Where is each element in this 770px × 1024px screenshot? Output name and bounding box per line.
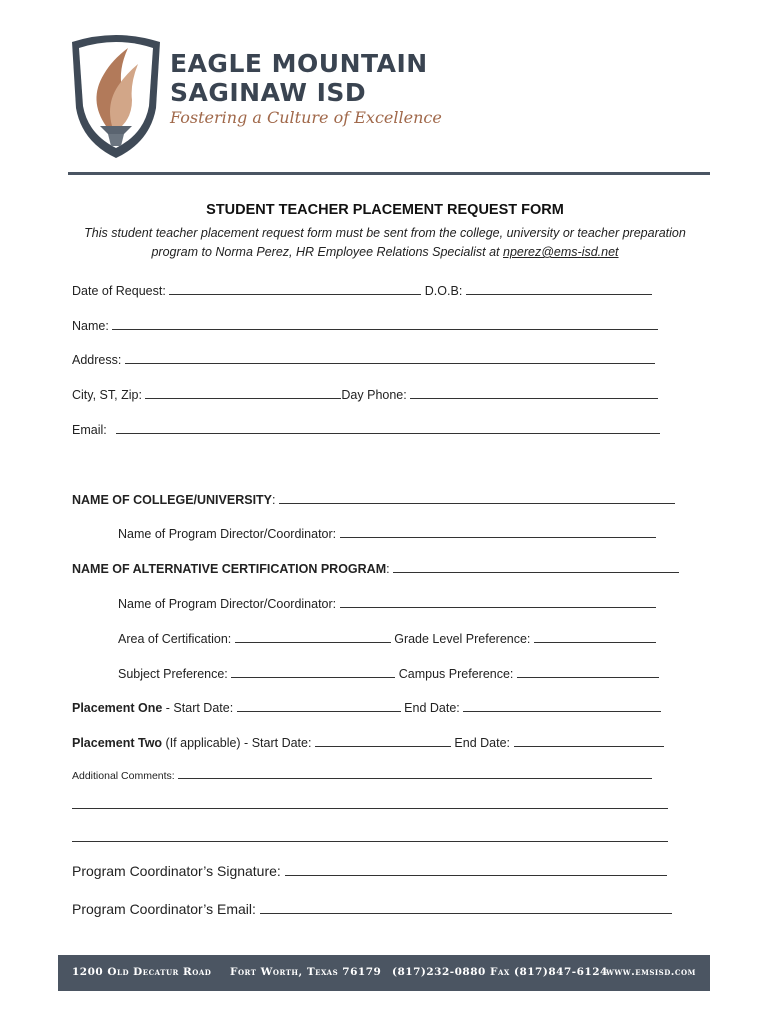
dob-label: D.O.B: xyxy=(424,284,463,298)
grade-level-label: Grade Level Preference: xyxy=(394,632,531,646)
footer-fax: Fax (817)847-6124 xyxy=(490,966,608,978)
org-name-line2: SAGINAW ISD xyxy=(170,78,367,107)
coord-email-row xyxy=(72,900,672,917)
day-phone-field[interactable] xyxy=(410,386,658,399)
date-dob-row xyxy=(72,282,652,298)
subject-campus-row xyxy=(118,665,659,681)
cert-grade-row xyxy=(118,630,656,646)
date-of-request-label: Date of Request: xyxy=(72,284,166,298)
college-row xyxy=(72,491,675,507)
subject-pref-field[interactable] xyxy=(231,665,395,678)
placement-two-start-label: (If applicable) - Start Date: xyxy=(162,736,312,750)
campus-pref-field[interactable] xyxy=(517,665,659,678)
additional-comments-field[interactable] xyxy=(178,768,652,779)
footer-address: 1200 Old Decatur Road xyxy=(72,966,212,978)
city-st-zip-field[interactable] xyxy=(145,386,341,399)
program-director-field-1[interactable] xyxy=(340,525,656,538)
comments-line-2[interactable] xyxy=(72,808,668,809)
intro-text-line1: This student teacher placement request form must be sent from the college, university or teacher preparation xyxy=(84,226,686,240)
coord-signature-label: Program Coordinator’s Signature: xyxy=(72,863,281,879)
alt-cert-colon: : xyxy=(386,562,390,576)
email-label: Email: xyxy=(72,423,107,437)
program-director-row-1 xyxy=(118,525,656,541)
placement-one-end-label: End Date: xyxy=(404,701,460,715)
alt-cert-label: NAME OF ALTERNATIVE CERTIFICATION PROGRAM xyxy=(72,562,387,576)
placement-one-label: Placement One xyxy=(72,701,163,715)
placement-two-row xyxy=(72,734,664,750)
address-field[interactable] xyxy=(125,351,655,364)
coord-email-field[interactable] xyxy=(260,900,672,914)
program-director-label-2: Name of Program Director/Coordinator: xyxy=(118,597,337,611)
placement-one-row xyxy=(72,699,661,715)
header-divider xyxy=(68,172,710,175)
college-label: NAME OF COLLEGE/UNIVERSITY xyxy=(72,493,273,507)
dob-field[interactable] xyxy=(466,282,652,295)
email-field[interactable] xyxy=(116,421,660,434)
coord-email-label: Program Coordinator’s Email: xyxy=(72,901,256,917)
additional-comments-row xyxy=(72,768,652,782)
placement-two-start-field[interactable] xyxy=(315,734,451,747)
placement-two-end-field[interactable] xyxy=(514,734,664,747)
placement-two-end-label: End Date: xyxy=(454,736,511,750)
footer-bar xyxy=(58,955,710,991)
intro-text-line2: program to Norma Perez, HR Employee Relations Specialist at xyxy=(151,245,500,259)
coord-signature-field[interactable] xyxy=(285,862,667,876)
date-of-request-field[interactable] xyxy=(169,282,421,295)
name-row xyxy=(72,317,658,333)
program-director-row-2 xyxy=(118,595,656,611)
coord-signature-row xyxy=(72,862,667,879)
form-intro xyxy=(60,224,710,262)
name-label: Name: xyxy=(72,319,109,333)
footer-phone: (817)232-0880 xyxy=(392,966,486,978)
placement-one-start-field[interactable] xyxy=(237,699,401,712)
address-label: Address: xyxy=(72,353,122,367)
alt-cert-field[interactable] xyxy=(393,560,679,573)
address-row xyxy=(72,351,655,367)
area-cert-field[interactable] xyxy=(235,630,391,643)
area-cert-label: Area of Certification: xyxy=(118,632,232,646)
org-name-line1: EAGLE MOUNTAIN xyxy=(170,49,428,78)
form-title: STUDENT TEACHER PLACEMENT REQUEST FORM xyxy=(206,202,564,218)
footer-city: Fort Worth, Texas 76179 xyxy=(230,966,382,978)
placement-one-end-field[interactable] xyxy=(463,699,661,712)
intro-email-link[interactable]: nperez@ems-isd.net xyxy=(503,245,619,259)
comments-line-3[interactable] xyxy=(72,841,668,842)
placement-one-start-label: - Start Date: xyxy=(162,701,234,715)
campus-pref-label: Campus Preference: xyxy=(398,667,514,681)
city-phone-row xyxy=(72,386,658,402)
college-field[interactable] xyxy=(279,491,675,504)
city-st-zip-label: City, ST, Zip: xyxy=(72,388,142,402)
name-field[interactable] xyxy=(112,317,658,330)
additional-comments-label: Additional Comments: xyxy=(72,770,175,782)
shield-torch-icon xyxy=(66,30,166,162)
grade-level-field[interactable] xyxy=(534,630,656,643)
placement-two-label: Placement Two xyxy=(72,736,163,750)
day-phone-label: Day Phone: xyxy=(341,388,407,402)
tagline: Fostering a Culture of Excellence xyxy=(170,108,442,127)
email-row xyxy=(72,421,660,437)
program-director-field-2[interactable] xyxy=(340,595,656,608)
college-colon: : xyxy=(272,493,276,507)
footer-website[interactable]: www.emsisd.com xyxy=(606,966,696,978)
program-director-label-1: Name of Program Director/Coordinator: xyxy=(118,527,337,541)
alt-cert-row xyxy=(72,560,679,576)
subject-pref-label: Subject Preference: xyxy=(118,667,228,681)
